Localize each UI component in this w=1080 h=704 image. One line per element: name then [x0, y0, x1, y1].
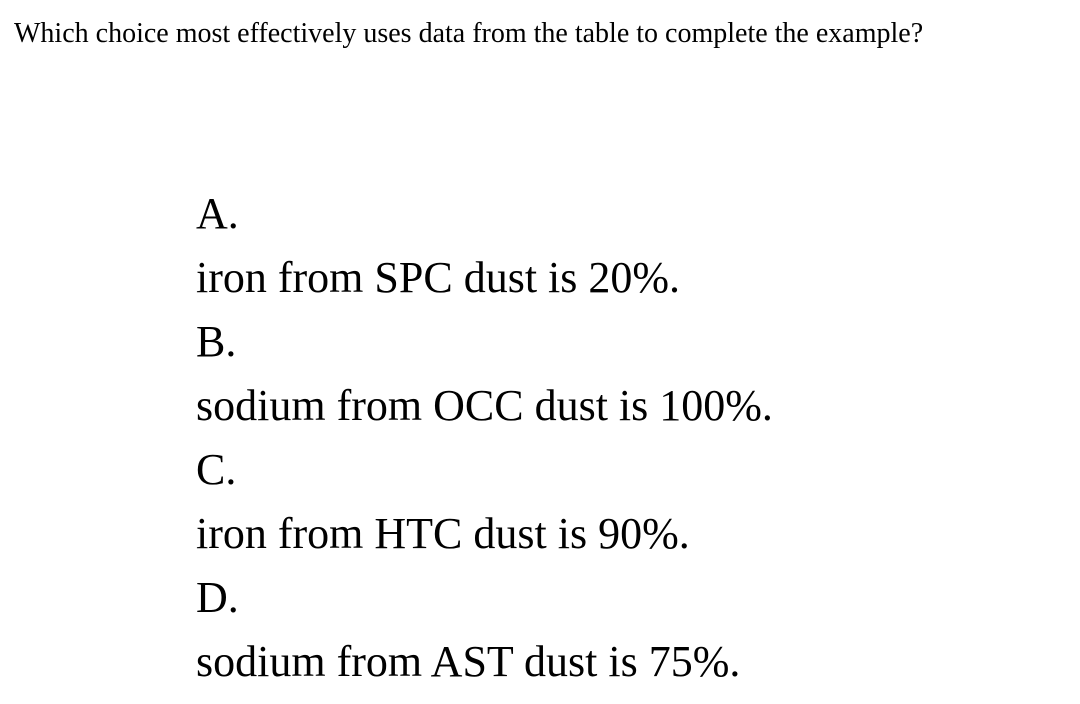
- choice-a-text: iron from SPC dust is 20%.: [196, 253, 681, 302]
- choice-c-text: iron from HTC dust is 90%.: [196, 509, 690, 558]
- question-text: Which choice most effectively uses data from the table to complete the example?: [14, 18, 924, 49]
- choice-b[interactable]: [196, 316, 773, 444]
- choice-d[interactable]: [196, 572, 773, 700]
- choice-d-text: sodium from AST dust is 75%.: [196, 637, 741, 686]
- choice-b-letter: B.: [196, 317, 237, 366]
- choice-a[interactable]: [196, 188, 773, 316]
- answer-choices: [196, 188, 773, 700]
- choice-d-letter: D.: [196, 573, 239, 622]
- choice-a-letter: A.: [196, 189, 239, 238]
- choice-c-letter: C.: [196, 445, 237, 494]
- choice-b-text: sodium from OCC dust is 100%.: [196, 381, 773, 430]
- choice-c[interactable]: [196, 444, 773, 572]
